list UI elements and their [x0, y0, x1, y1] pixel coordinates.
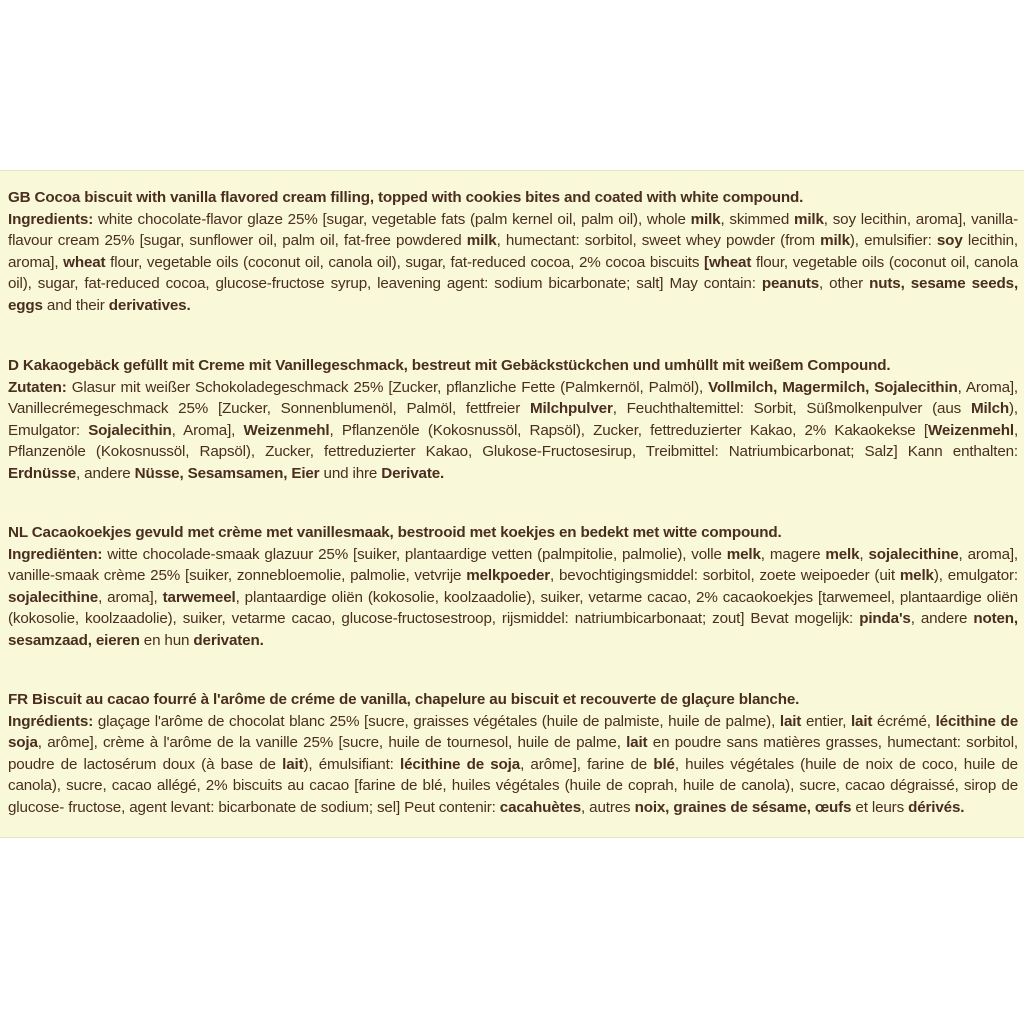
ingredients-text: glaçage l'arôme de chocolat blanc 25% [sucre, graisses végétales (huile de palmiste, huile de palme),	[93, 712, 780, 730]
allergen: milk	[793, 210, 824, 228]
ingredients-text: , autres	[581, 798, 635, 816]
ingredients-d	[8, 377, 1018, 485]
ingredients-text: ), emulsifier:	[849, 232, 937, 249]
allergen: lécithine de soja	[8, 712, 1018, 751]
ingredients-text: , arôme], farine de	[520, 755, 654, 773]
allergen: derivaten.	[193, 631, 264, 649]
allergen: dérivés.	[908, 798, 965, 816]
ingredients-text: flour, vegetable oils (coconut oil, canola oil), sugar, fat-reduced cocoa, 2% cocoa biscuits	[105, 253, 705, 271]
allergen: Derivate.	[381, 464, 445, 482]
ingredients-text: , aroma],	[98, 588, 163, 606]
section-nl	[8, 522, 1018, 651]
allergen: milk	[690, 210, 721, 228]
ingredients-text: , plantaardige oliën (kokosolie, koolzaadolie), suiker, vetarme cacao, 2% cacaokoekjes [tarwemeel, plantaardige oliën (kokosolie, koolzaadolie), suiker, vetarme cacao, glucose-fructosestroop, rijsmiddel: natriumbicarbonaat; zout] Bevat mogelijk:	[8, 588, 1018, 627]
allergen: Milch	[970, 400, 1010, 417]
ingredients-text: witte chocolade-smaak glazuur 25% [suiker, plantaardige vetten (palmpitolie, palmolie), volle	[102, 545, 727, 563]
ingredients-text: , aroma], vanille-smaak crème 25% [suiker, zonnebloemolie, palmolie, vetvrije	[8, 545, 1019, 584]
section-d	[8, 355, 1018, 484]
ingredients-text: , huiles végétales (huile de noix de coco, huile de canola), sucre, cacao allégé, 2% biscuits au cacao [farine de blé, huiles végétales (huile de coprah, huile de canola), sucre, cacao dégraissé, sirop de glucose- fructose, agent levant: bicarbonate de sodium; sel] Peut contenir:	[8, 755, 1018, 816]
ingredients-text: lecithin, aroma],	[8, 232, 1018, 271]
ingredients-text: , humectant: sorbitol, sweet whey powder (from	[496, 232, 821, 249]
allergen: lait	[850, 712, 873, 730]
ingredients-text: entier,	[801, 712, 851, 730]
allergen: sojalecithine	[8, 588, 99, 606]
allergen: melk	[825, 545, 860, 563]
ingredients-label-gb: Ingredients:	[8, 210, 94, 228]
ingredients-text: , Aroma], Vanillecrémegeschmack 25% [Zucker, Sonnenblumenöl, Palmöl, fettfreier	[8, 378, 1019, 417]
ingredients-text: ), émulsifiant:	[303, 755, 401, 773]
product-title-d: D Kakaogebäck gefüllt mit Creme mit Vanillegeschmack, bestreut mit Gebäckstückchen und umhüllt mit weißem Compound.	[8, 357, 891, 374]
ingredients-text: , andere	[910, 610, 974, 627]
allergen: lécithine de soja	[400, 755, 521, 773]
ingredients-text: , Pflanzenöle (Kokosnussöl, Rapsöl), Zucker, fettreduzierter Kakao, 2% Kakaokekse [	[329, 421, 928, 439]
allergen: melk	[899, 567, 934, 584]
ingredients-text: , Feuchthaltemittel: Sorbit, Süßmolkenpulver (aus	[612, 400, 971, 417]
product-title-gb: GB Cocoa biscuit with vanilla flavored cream filling, topped with cookies bites and coated with white compound.	[8, 189, 804, 206]
product-title-nl: NL Cacaokoekjes gevuld met crème met vanillesmaak, bestrooid met koekjes en bedekt met witte compound.	[8, 524, 782, 541]
allergen: Erdnüsse	[8, 464, 77, 482]
allergen: pinda's	[859, 610, 911, 627]
ingredients-text: , skimmed	[720, 210, 794, 228]
ingredients-text: , soy lecithin, aroma], vanilla-flavour cream 25% [sugar, sunflower oil, palm oil, fat-free powdered	[8, 210, 1018, 249]
ingredients-label-d: Zutaten:	[8, 378, 67, 396]
allergen: lait	[282, 755, 304, 773]
allergen: soy	[936, 232, 963, 249]
section-fr	[8, 689, 1018, 818]
allergen: sojalecithine	[868, 545, 959, 563]
ingredients-text: und ihre	[319, 464, 382, 482]
allergen: noten, sesamzaad, eieren	[8, 610, 1018, 649]
allergen: cacahuètes	[499, 798, 582, 816]
allergen: lait	[626, 734, 648, 751]
allergen: Sojalecithin	[88, 421, 172, 439]
ingredients-text: white chocolate-flavor glaze 25% [sugar, vegetable fats (palm kernel oil, palm oil), whole	[93, 210, 691, 228]
allergen: noix, graines de sésame, œufs	[634, 798, 852, 816]
ingredients-fr	[8, 711, 1018, 819]
ingredients-label-nl: Ingrediënten:	[8, 545, 103, 563]
ingredients-text: and their	[42, 296, 109, 314]
ingredients-text: , andere	[76, 464, 135, 482]
ingredients-text: , Pflanzenöle (Kokosnussöl, Rapsöl), Zucker, fettreduzierter Kakao, Glukose-Fructosesirup, Treibmittel: Natriumbicarbonat; Salz] Kann enthalten:	[8, 421, 1019, 460]
ingredients-label-panel	[0, 170, 1024, 838]
ingredients-text: ,	[859, 545, 869, 563]
ingredients-text: , other	[819, 275, 870, 292]
allergen: wheat	[63, 253, 106, 271]
section-gb	[8, 187, 1018, 316]
allergen: milk	[466, 232, 497, 249]
allergen: Weizenmehl	[927, 421, 1014, 439]
allergen: blé	[653, 755, 675, 773]
allergen: peanuts	[761, 275, 820, 292]
ingredients-text: , bevochtigingsmiddel: sorbitol, zoete weipoeder (uit	[550, 567, 900, 584]
allergen: melk	[726, 545, 761, 563]
allergen: Nüsse, Sesamsamen, Eier	[134, 464, 320, 482]
ingredients-label-fr: Ingrédients:	[8, 712, 94, 730]
ingredients-text: et leurs	[851, 798, 909, 816]
ingredients-gb	[8, 209, 1018, 317]
allergen: melkpoeder	[466, 567, 551, 584]
allergen: [wheat	[704, 253, 752, 271]
ingredients-text: , Aroma],	[171, 421, 244, 439]
allergen: nuts, sesame seeds, eggs	[8, 275, 1019, 314]
allergen: lait	[779, 712, 802, 730]
ingredients-text: Glasur mit weißer Schokoladegeschmack 25% [Zucker, pflanzliche Fette (Palmkernöl, Palmöl),	[66, 378, 709, 396]
allergen: tarwemeel	[162, 588, 236, 606]
ingredients-text: en poudre sans matières grasses, humectant: sorbitol, poudre de lactosérum doux (à base de	[8, 734, 1018, 773]
ingredients-text: flour, vegetable oils (coconut oil, canola oil), sugar, fat-reduced cocoa, glucose-fructose syrup, leavening agent: sodium bicarbonate; salt] May contain:	[8, 253, 1018, 292]
ingredients-nl	[8, 544, 1018, 652]
ingredients-text: , arôme], crème à l'arôme de la vanille 25% [sucre, huile de tournesol, huile de palme,	[37, 734, 627, 751]
allergen: Milchpulver	[529, 400, 613, 417]
ingredients-text: , magere	[760, 545, 826, 563]
allergen: milk	[820, 232, 850, 249]
ingredients-text: ), Emulgator:	[8, 400, 1018, 439]
ingredients-text: écrémé,	[872, 712, 936, 730]
ingredients-text: ), emulgator:	[933, 567, 1018, 584]
allergen: derivatives.	[108, 296, 191, 314]
allergen: Weizenmehl	[243, 421, 330, 439]
product-title-fr: FR Biscuit au cacao fourré à l'arôme de créme de vanilla, chapelure au biscuit et recouverte de glaçure blanche.	[8, 691, 800, 708]
ingredients-text: en hun	[139, 631, 194, 649]
allergen: Vollmilch, Magermilch, Sojalecithin	[708, 378, 958, 396]
